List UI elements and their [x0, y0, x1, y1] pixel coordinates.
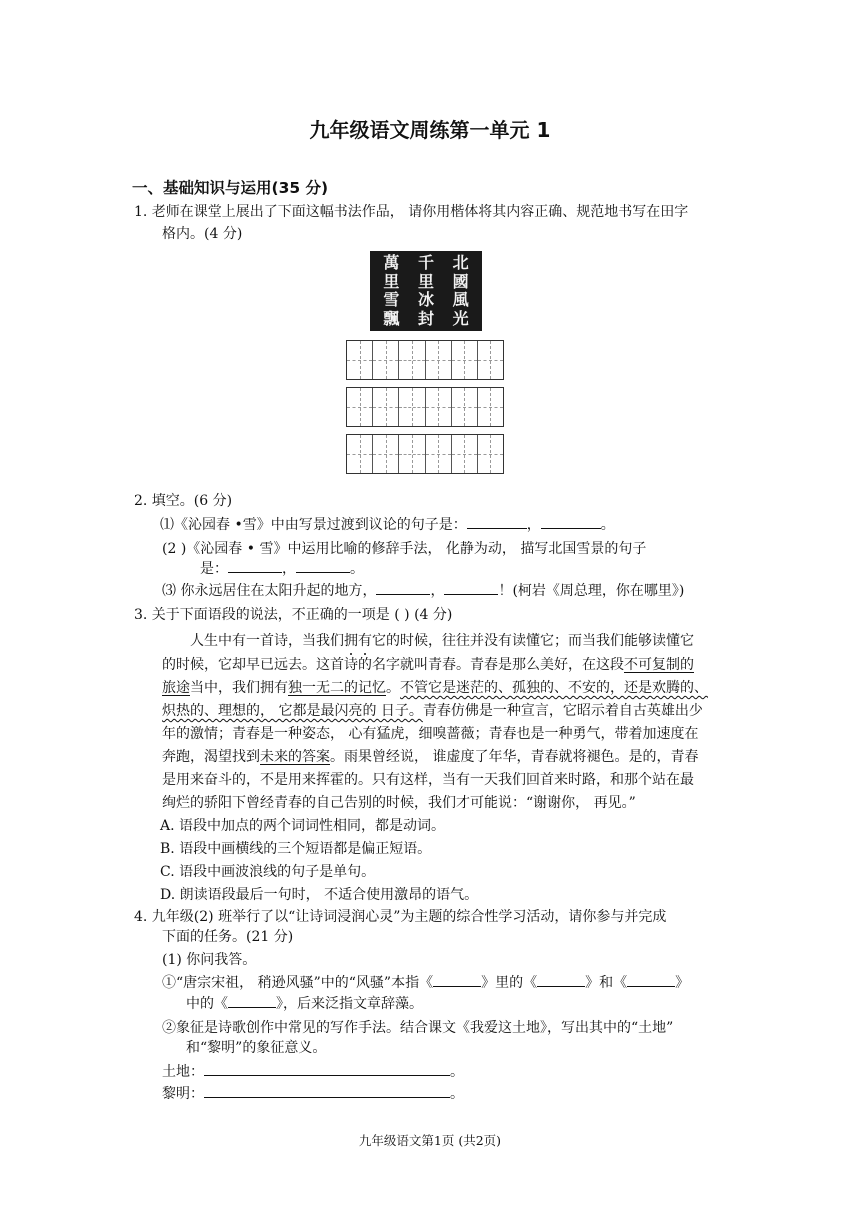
period: 。	[350, 561, 364, 577]
land-label: 土地：	[162, 1064, 204, 1080]
q3-passage-line6	[162, 746, 698, 766]
calligraphy-char: 冰	[417, 290, 434, 309]
dotted-word-char: 拥	[344, 633, 358, 649]
q4-item1-text: ①“唐宗宋祖， 稍逊风骚”中的“风骚”本指《	[162, 975, 434, 991]
passage-text: 的时候，它却早已远去。这首诗的名字就叫青春。青春是那么美好，在这段	[162, 657, 624, 673]
q3-passage-line2	[162, 654, 694, 674]
blank[interactable]	[228, 993, 276, 1008]
calligraphy-char: 封	[417, 308, 434, 328]
blank[interactable]	[228, 558, 282, 573]
calligraphy-char: 國	[452, 271, 469, 291]
calligraphy-char: 千	[417, 253, 434, 272]
underlined-phrase: 不可复制的	[624, 657, 694, 673]
passage-text: 人生中有一首诗，当我们	[190, 633, 344, 649]
passage-text: 当中，我们拥有	[190, 680, 288, 696]
underlined-phrase: 旅途	[162, 680, 190, 696]
q3-passage-line4	[162, 700, 703, 720]
underlined-phrase: 独一无二的记忆	[288, 680, 386, 696]
q4-line1: 4. 九年级(2) 班举行了以“让诗词浸润心灵”为主题的综合性学习活动，请你参与并完成	[134, 909, 667, 925]
comma: ，	[526, 517, 541, 533]
dawn-answer-row	[162, 1083, 464, 1103]
passage-text: 。雨果曾经说， 谁虚度了年华，青春就将褪色。是的，青春	[330, 749, 699, 765]
page-footer: 九年级语文第1页 (共2页)	[358, 1133, 502, 1148]
q4-item1-text: 中的《	[186, 996, 228, 1012]
q2-item-2-line1: (2 )《沁园春 • 雪》中运用比喻的修辞手法， 化静为动， 描写北国雪景的句子	[162, 541, 647, 557]
q4-item1-text: 》，后来泛指文章辞藻。	[276, 996, 423, 1012]
q2-item-1	[160, 514, 615, 534]
passage-text: 奔跑，渴望找到	[162, 749, 260, 765]
calligraphy-char: 里	[383, 271, 400, 291]
q4-item1-line2	[186, 993, 423, 1013]
calligraphy-char: 雪	[383, 290, 400, 309]
q2-item-3-source: ！(柯岩《周总理，你在哪里》)	[498, 583, 685, 599]
q4-sub1: (1) 你问我答。	[162, 952, 257, 968]
passage-text: 青春仿佛是一种宣言，它昭示着自古英雄出少	[422, 703, 703, 719]
q3-heading: 3. 关于下面语段的说法，不正确的一项是 ( ) (4 分)	[134, 607, 453, 623]
blank[interactable]	[296, 558, 350, 573]
q3-passage-line1	[190, 630, 694, 650]
calligraphy-char: 飄	[383, 308, 400, 328]
q3-passage-line3	[162, 677, 708, 697]
q3-passage-line5: 年的激情；青春是一种姿态， 心有猛虎，细嗅蔷薇；青春也是一种勇气，带着加速度在	[162, 726, 699, 742]
q4-item2-line1: ②象征是诗歌创作中常见的写作手法。结合课文《我爱这土地》，写出其中的“土地”	[162, 1020, 674, 1036]
blank[interactable]	[541, 514, 601, 529]
comma: ，	[430, 583, 445, 599]
q3-passage-line8: 绚烂的骄阳下曾经青春的自己告别的时候，我们才可能说：“谢谢你， 再见。”	[162, 795, 636, 811]
land-answer-row	[162, 1061, 464, 1081]
page-title: 九年级语文周练第一单元 1	[309, 118, 551, 142]
tianzige-row-1[interactable]	[346, 340, 504, 380]
period: 。	[450, 1064, 464, 1080]
q4-item1-text: 》和《	[585, 975, 628, 991]
passage-text: 它的时候，往往并没有读懂它；而当我们能够读懂它	[372, 633, 694, 649]
section-heading: 一、基础知识与运用(35 分)	[132, 179, 329, 197]
blank[interactable]	[627, 972, 675, 987]
q4-item2-line2: 和“黎明”的象征意义。	[186, 1040, 327, 1056]
option-a[interactable]: A. 语段中加点的两个词词性相同，都是动词。	[160, 818, 446, 834]
blank[interactable]	[376, 580, 430, 595]
q4-line2: 下面的任务。(21 分)	[162, 929, 294, 945]
option-c[interactable]: C. 语段中画波浪线的句子是单句。	[160, 864, 376, 880]
passage-text: 。	[386, 680, 400, 696]
tianzige-row-3[interactable]	[346, 434, 504, 474]
option-b[interactable]: B. 语段中画横线的三个短语都是偏正短语。	[160, 841, 432, 857]
blank[interactable]	[537, 972, 585, 987]
q1-line2: 格内。(4 分)	[162, 226, 243, 242]
period: 。	[450, 1086, 464, 1102]
calligraphy-char: 光	[452, 308, 469, 328]
option-d[interactable]: D. 朗读语段最后一句时， 不适合使用激昂的语气。	[160, 887, 479, 903]
calligraphy-char: 北	[452, 253, 469, 272]
q4-item1-text: 》里的《	[481, 975, 538, 991]
calligraphy-char: 風	[452, 290, 469, 309]
underlined-phrase: 未来的答案	[260, 749, 330, 765]
q4-item1-line1	[162, 972, 689, 992]
q2-item-2-line2	[200, 558, 364, 578]
land-answer-blank[interactable]	[204, 1061, 450, 1076]
calligraphy-characters	[374, 254, 478, 328]
q3-passage-line7: 是用来奋斗的，不是用来挥霍的。只有这样，当有一天我们回首来时路，和那个站在最	[162, 772, 694, 788]
dotted-word-char: 有	[358, 633, 372, 649]
comma: ，	[282, 561, 296, 577]
calligraphy-char: 里	[417, 271, 434, 291]
blank[interactable]	[467, 514, 527, 529]
tianzige-row-2[interactable]	[346, 387, 504, 427]
wavy-underlined-sentence: 不管它是迷茫的、孤独的、不安的，还是欢腾的、	[400, 680, 708, 696]
q2-item-2-label: 是：	[200, 561, 228, 577]
blank[interactable]	[433, 972, 481, 987]
q2-item-1-text: ⑴《沁园春 •雪》中由写景过渡到议论的句子是：	[160, 517, 467, 533]
q1-line1: 1. 老师在课堂上展出了下面这幅书法作品， 请你用楷体将其内容正确、规范地书写在田字	[134, 204, 689, 220]
q4-item1-text: 》	[675, 975, 690, 991]
dawn-label: 黎明：	[162, 1086, 204, 1102]
q2-heading: 2. 填空。(6 分)	[134, 493, 233, 509]
wavy-underlined-sentence: 炽热的、理想的， 它都是最闪亮的 日子。	[162, 703, 423, 719]
calligraphy-image	[370, 251, 482, 331]
calligraphy-char: 萬	[383, 253, 400, 272]
q2-item-3	[162, 580, 684, 600]
dawn-answer-blank[interactable]	[204, 1083, 450, 1098]
blank[interactable]	[444, 580, 498, 595]
q2-item-3-text: ⑶ 你永远居住在太阳升起的地方，	[162, 583, 377, 599]
period: 。	[600, 517, 615, 533]
